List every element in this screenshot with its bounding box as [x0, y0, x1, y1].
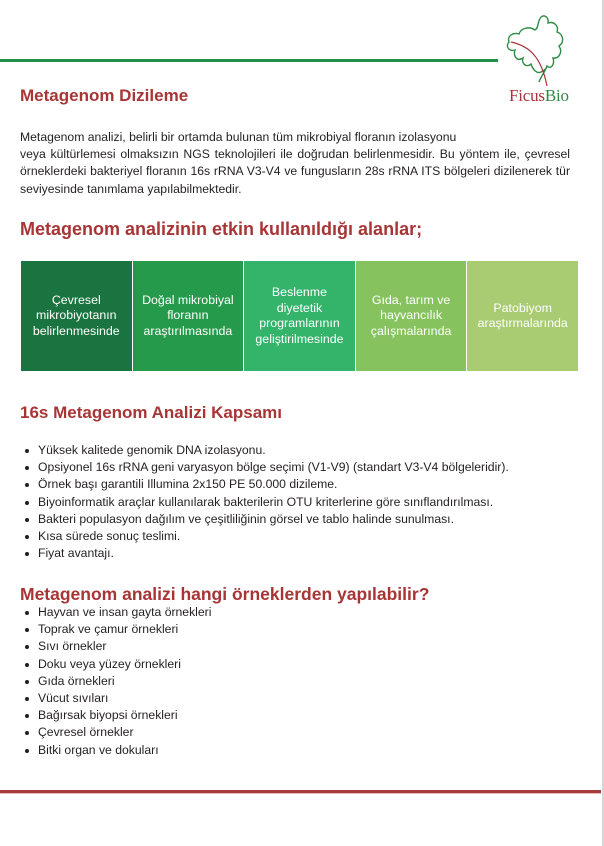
- area-box-environmental: Çevresel mikrobiyotanın belirlenmesinde: [21, 261, 132, 371]
- area-box-natural-flora: Doğal mikrobiyal floranın araştırılmasında: [133, 261, 244, 371]
- area-box-pathobiome: Patobiyom araştırmalarında: [467, 261, 578, 371]
- list-item: Opsiyonel 16s rRNA geni varyasyon bölge seçimi (V1-V9) (standart V3-V4 bölgeleridir).: [22, 459, 509, 476]
- list-item: Bağırsak biyopsi örnekleri: [22, 707, 211, 724]
- list-item: Gıda örnekleri: [22, 673, 211, 690]
- list-item: Hayvan ve insan gayta örnekleri: [22, 604, 211, 621]
- list-item: Biyoinformatik araçlar kullanılarak bakterilerin OTU kriterlerine göre sınıflandırılması.: [22, 494, 509, 511]
- footer-rule-shadow: [0, 793, 601, 794]
- list-item: Bakteri populasyon dağılım ve çeşitliliğinin görsel ve tablo halinde sunulması.: [22, 511, 509, 528]
- brand-name: FicusBio: [509, 86, 569, 105]
- list-item: Fiyat avantajı.: [22, 545, 509, 562]
- samples-list: [22, 604, 211, 759]
- samples-heading: Metagenom analizi hangi örneklerden yapılabilir?: [20, 584, 430, 604]
- page-title: Metagenom Dizileme: [20, 86, 189, 105]
- intro-paragraph: Metagenom analizi, belirli bir ortamda bulunan tüm mikrobiyal floranın izolasyonu veya kültürlemesi olmaksızın NGS teknolojileri ile doğrudan belirlenmesidir. Bu yöntem ile, çevresel örneklerdeki bakteriyel floranın 16s rRNA V3-V4 ve fungusların 28s rRNA ITS bölgeleri dizilenerek tür seviyesinde tanımlama yapılabilmektedir.: [20, 130, 570, 196]
- header-green-rule: [0, 59, 498, 62]
- list-item: Doku veya yüzey örnekleri: [22, 656, 211, 673]
- areas-heading: Metagenom analizinin etkin kullanıldığı alanlar;: [20, 219, 423, 239]
- area-box-nutrition: Beslenme diyetetik programlarının geliştirilmesinde: [244, 261, 355, 371]
- list-item: Vücut sıvıları: [22, 690, 211, 707]
- fig-leaf-icon: [501, 14, 571, 86]
- list-item: Toprak ve çamur örnekleri: [22, 621, 211, 638]
- usage-areas-grid: [21, 261, 578, 371]
- scope-heading: 16s Metagenom Analizi Kapsamı: [20, 403, 283, 422]
- list-item: Yüksek kalitede genomik DNA izolasyonu.: [22, 442, 509, 459]
- list-item: Sıvı örnekler: [22, 638, 211, 655]
- area-box-food-agriculture: Gıda, tarım ve hayvancılık çalışmalarında: [356, 261, 467, 371]
- list-item: Bitki organ ve dokuları: [22, 742, 211, 759]
- brand-logo: [497, 14, 597, 106]
- list-item: Örnek başı garantili Illumina 2x150 PE 50.000 dizileme.: [22, 476, 509, 493]
- scope-list: [22, 442, 509, 562]
- list-item: Kısa sürede sonuç teslimi.: [22, 528, 509, 545]
- list-item: Çevresel örnekler: [22, 724, 211, 741]
